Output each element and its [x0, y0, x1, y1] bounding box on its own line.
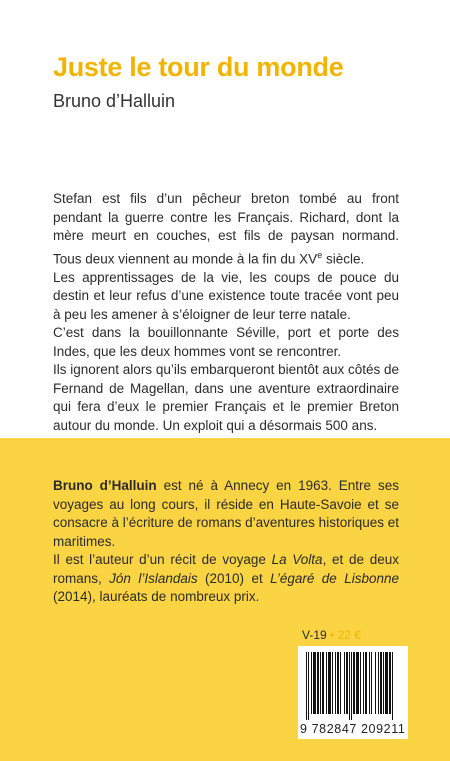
back-cover-summary [53, 190, 399, 435]
century-superscript: e [317, 249, 323, 260]
barcode-bar [389, 652, 391, 714]
barcode-bar [337, 652, 339, 714]
bio-text: (2014), lauréats de nombreux prix. [53, 589, 260, 604]
barcode-bar [365, 652, 367, 714]
summary-paragraph: Ils ignorent alors qu’ils embarqueront bientôt aux côtés de Fernand de Magellan, dans une aventure extraordinaire qui fera d’eux le premier Français et le premier Breton autour du monde. Un exploit qui a désormais 500 ans. [53, 362, 399, 433]
barcode-bar [356, 652, 359, 714]
summary-text: Stefan est fils d’un pêcheur breton tombé au front pendant la guerre contre les Français. Richard, dont la mère meurt en couches, est fils de paysan normand. Tous deux viennent au monde à la fin du XV [53, 191, 399, 266]
barcode-bar [313, 652, 316, 714]
author-name: Bruno d’Halluin [53, 478, 157, 493]
isbn-number: 9 782847 209211 [300, 722, 406, 736]
bio-text: est né à Annecy en 1963. Entre ses voyages au long cours, il réside en Haute-Savoie et se consacre à l’écriture de romans d’aventures historiques et maritimes. [53, 478, 399, 549]
barcode-bar [380, 652, 382, 714]
price-amount: 22 € [337, 628, 361, 642]
bio-text: (2010) et [197, 570, 271, 586]
barcode-bar [306, 652, 307, 720]
price-tag [302, 628, 361, 642]
price-bullet: • [330, 628, 335, 642]
barcode-icon [304, 652, 402, 720]
barcode-bar [378, 652, 379, 714]
book-reference: L’égaré de Lisbonne [270, 570, 400, 586]
summary-paragraph: C’est dans la bouillonnante Séville, port et porte des Indes, que les deux hommes vont se rencontrer. [53, 325, 399, 359]
book-reference: La Volta [271, 552, 323, 567]
barcode-bar [371, 652, 372, 714]
summary-paragraph [53, 190, 399, 269]
barcode-bar [346, 652, 348, 714]
barcode-bar [320, 652, 321, 714]
bio-text: , et de deux romans, [53, 552, 399, 586]
barcode-bar [311, 652, 312, 714]
barcode-bar [392, 652, 393, 720]
barcode-bar [383, 652, 384, 714]
barcode-bar [335, 652, 336, 714]
bio-paragraph [53, 551, 399, 607]
bio-paragraph [53, 477, 399, 551]
book-reference: Jón l’Islandais [109, 570, 198, 586]
book-author: Bruno d’Halluin [53, 91, 176, 111]
summary-text: siècle. [322, 251, 365, 266]
summary-paragraph: Les apprentissages de la vie, les coups de pouce du destin et leur refus d’une existence toute tracée vont peu à peu les amener à s’éloigner de leur terre natale. [53, 269, 399, 322]
barcode-bar [322, 652, 324, 714]
barcode-bar [340, 652, 341, 714]
barcode-bar [326, 652, 327, 714]
barcode-bar [332, 652, 333, 714]
barcode-bar [344, 652, 345, 714]
bio-text: Il est l’auteur d’un récit de voyage [53, 552, 272, 567]
barcode-bar [360, 652, 361, 714]
barcode-bar [317, 652, 319, 714]
barcode-bar [369, 652, 370, 714]
barcode-bar [328, 652, 331, 714]
barcode-bar [353, 652, 355, 714]
barcode-bar [363, 652, 364, 714]
barcode-bar [349, 652, 350, 720]
barcode-bar [351, 652, 352, 720]
barcode-bar [375, 652, 376, 714]
author-biography [53, 477, 399, 607]
book-title: Juste le tour du monde [53, 52, 344, 82]
barcode-bar [385, 652, 388, 714]
price-code: V-19 [302, 628, 327, 642]
barcode-bar [308, 652, 309, 720]
